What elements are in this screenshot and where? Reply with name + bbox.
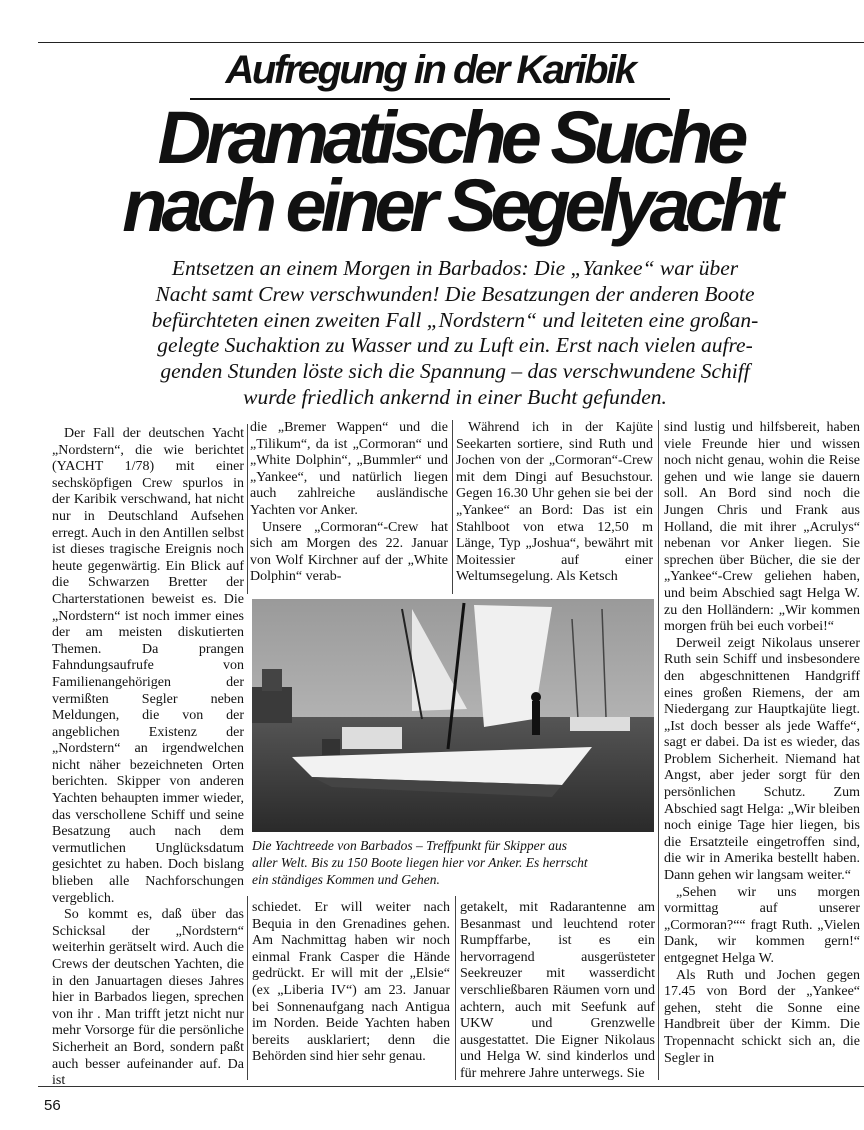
yacht-photo <box>252 599 654 832</box>
deck-line: wurde friedlich ankernd in einer Bucht gefunden. <box>243 384 667 409</box>
deck-intro <box>90 256 820 411</box>
bottom-rule <box>38 1086 864 1087</box>
paragraph: Unsere „Cormoran“-Crew hat sich am Morgen des 22. Januar von Wolf Kirchner auf der „White Dolphin“ verab- <box>250 519 448 585</box>
paragraph: „Sehen wir uns morgen vormittag auf unserer „Cormoran?““ fragt Ruth. „Vielen Dank, wir kommen gern!“ entgegnet Helga W. <box>664 884 860 966</box>
paragraph: getakelt, mit Radarantenne am Besanmast und leuchtend roter Rumpffarbe, ist es ein hervorragend ausgerüsteter Seekreuzer mit wasserdicht verschließbaren Räumen vorn und achtern, auch mit Seefunk auf UKW und Grenzwelle ausgestattet. Die Eigner Nikolaus und Helga W. sind kinderlos und für mehrere Jahre unterwegs. Sie <box>460 900 655 1081</box>
caption-line: Die Yachtreede von Barbados – Treffpunkt für Skipper aus <box>252 838 567 853</box>
column-divider <box>452 420 453 594</box>
headline-line-2: nach einer Segelyacht <box>122 164 778 247</box>
paragraph: Der Fall der deutschen Yacht „Nordstern“, die wie berichtet (YACHT 1/78) mit einer sechsköpfigen Crew spurlos in der Karibik verschwand, hat nicht nur in Deutschland Aufsehen erregt. Auch in den Antillen selbst ist dieses tragische Ereignis noch heute gegenwärtig. Ein Blick auf die Schwarzen Bretter der Charterstationen beweist es. Die „Nordstern“ ist noch immer eines der am meisten diskutierten Themen. Da prangen Fahndungsaufrufe von Familienangehörigen der vermißten Segler neben Meldungen, die von der angeblichen Existenz der „Nordstern“ an irgendwelchen nicht näher bezeichneten Orten berichten. Skipper von anderen Yachten behaupten immer wieder, das verschollene Schiff und seine Besatzung auch nach dem vermutlichen Unglücksdatum gesichtet zu haben. Doch bislang blieben alle Nachforschungen vergeblich. <box>52 426 244 906</box>
sailboat-image <box>252 599 654 832</box>
photo-caption <box>252 837 654 888</box>
paragraph: Als Ruth und Jochen gegen 17.45 von Bord der „Yankee“ gehen, steht die Sonne eine Handbreit über der Kimm. Die Tropennacht schickt sich an, die Segler in <box>664 967 860 1066</box>
page-number: 56 <box>44 1097 61 1114</box>
column-2 <box>250 420 448 586</box>
top-rule <box>38 42 864 43</box>
column-divider <box>247 424 248 594</box>
column-divider <box>455 896 456 1080</box>
headline-line-1: Dramatische Suche <box>157 96 743 179</box>
column-divider <box>247 896 248 1080</box>
column-3-bottom <box>460 900 655 1083</box>
column-4 <box>664 420 860 1067</box>
caption-line: ein ständiges Kommen und Gehen. <box>252 872 440 887</box>
paragraph: schiedet. Er will weiter nach Bequia in den Grenadines gehen. Am Nachmittag haben wir noch einmal Frank Casper die Hände gedrückt. Er will mit der „Elsie“ (ex „Liberia IV“) am 23. Januar bei Sonnenaufgang nach Antigua im Norden. Beide Yachten haben bereits ausklariert; denn die Behörden sind hier sehr genau. <box>252 900 450 1065</box>
paragraph: sind lustig und hilfsbereit, haben viele Freunde hier und wissen noch nicht genau, wohin die Reise gehen und wie lange sie dauern soll. An Bord sind noch die Jungen Chris und Frank aus Holland, die mit ihrer „Acrulys“ nebenan vor Anker liegen. Sie sprechen über Bücher, die sie der „Yankee“-Crew geliehen haben, und beim Abschied sagt Helga W. zu den Holländern: „Wir kommen morgen früh bei euch vorbei!“ <box>664 420 860 635</box>
deck-line: genden Stunden löste sich die Spannung – das verschwundene Schiff <box>160 359 750 384</box>
paragraph: So kommt es, daß über das Schicksal der „Nordstern“ weiterhin gerätselt wird. Auch die Crews der deutschen Yachten, die in den Januartagen dieses Jahres hier in Barbados liegen, sprechen von ihr . Man trifft jetzt nicht nur mehr Vorsorge für die persönliche Sicherheit an Bord, sondern paßt auch besser aufeinander auf. Da ist <box>52 907 244 1089</box>
deck-line: Entsetzen an einem Morgen in Barbados: Die „Yankee“ war über <box>171 256 739 280</box>
deck-line: gelegte Suchaktion zu Wasser und zu Luft ein. Erst nach vielen aufre- <box>157 333 753 358</box>
paragraph: die „Bremer Wappen“ und die „Tilikum“, da ist „Cormoran“ und „White Dolphin“, „Bummler“ und „Yankee“, und natürlich liegen auch zahlreiche ausländische Yachten vor Anker. <box>250 420 448 518</box>
column-2-bottom <box>252 900 450 1066</box>
column-divider <box>658 420 659 1080</box>
headline <box>50 96 850 247</box>
deck-line: befürchteten einen zweiten Fall „Nordstern“ und leiteten eine großan- <box>151 307 759 332</box>
deck-line: Nacht samt Crew verschwunden! Die Besatzungen der anderen Boote <box>155 281 755 306</box>
paragraph: Derweil zeigt Nikolaus unserer Ruth sein Schiff und insbesondere den abgeschnittenen Handgriff eines großen Riemens, der am Niedergang zur Hauptkajüte liegt. „Ist doch besser als jede Waffe“, sagt er dabei. Da ist es wieder, das Problem Sicherheit. Niemand hat Angst, aber jeder sorgt für den persönlichen Schutz. Zum Abschied sagt Helga: „Wir bleiben noch einige Tage hier liegen, bis die Ersatzteile eingetroffen sind, die wir in Amerika bestellt haben. Dann gehen wir langsam weiter.“ <box>664 635 860 884</box>
column-3 <box>456 420 653 586</box>
kicker-title: Aufregung in der Karibik <box>225 48 635 92</box>
paragraph: Während ich in der Kajüte Seekarten sortiere, sind Ruth und Jochen von der „Cormoran“-Crew mit dem Dingi auf Besuchstour. Gegen 16.30 Uhr gehen sie bei der „Yankee“ an Bord: Das ist ein Stahlboot von etwa 12,50 m Länge, Typ „Joshua“, bewährt mit Moitessier auf einer Weltumsegelung. Als Ketsch <box>456 420 653 585</box>
column-1 <box>52 426 244 1090</box>
caption-line: aller Welt. Bis zu 150 Boote liegen hier vor Anker. Es herrscht <box>252 855 588 870</box>
